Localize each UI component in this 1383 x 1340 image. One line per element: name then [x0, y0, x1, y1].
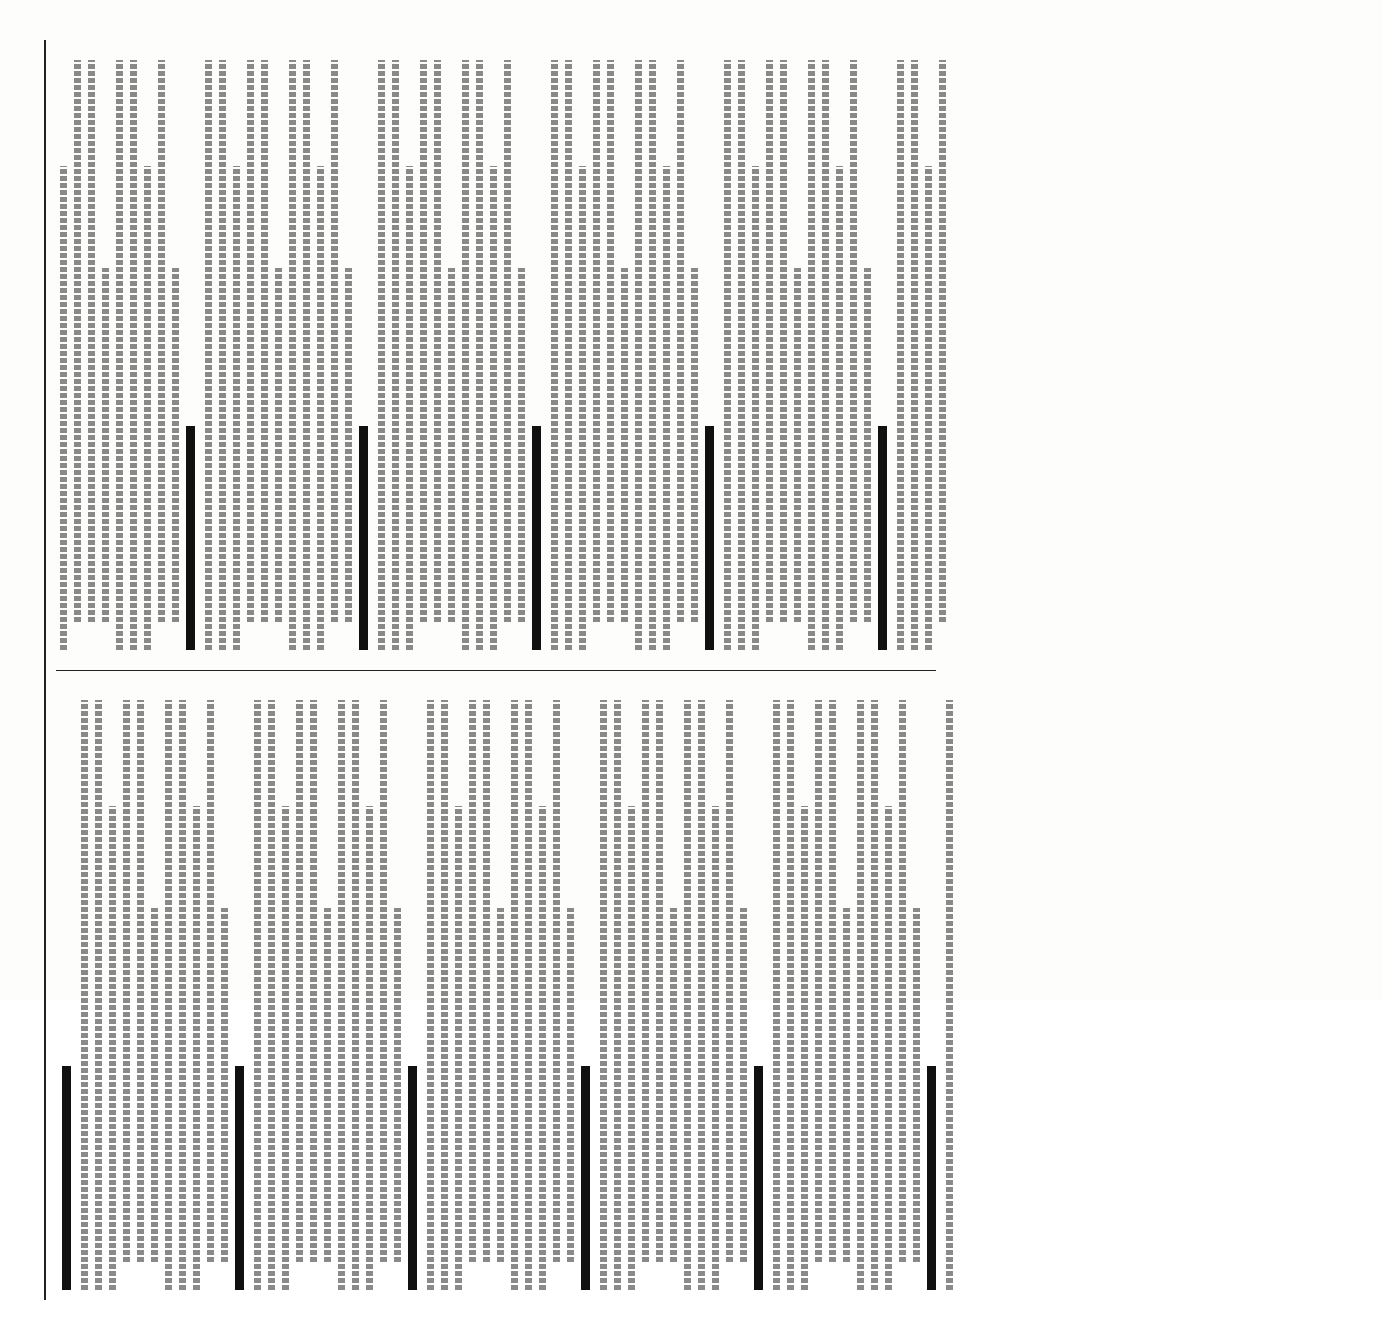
- text-line-placeholder: [927, 1066, 936, 1290]
- text-line-placeholder: [359, 426, 368, 650]
- text-line-placeholder: [766, 60, 773, 622]
- text-line-placeholder: [490, 166, 497, 650]
- text-line-placeholder: [352, 700, 359, 1290]
- text-line-placeholder: [74, 60, 81, 622]
- text-line-placeholder: [420, 60, 427, 622]
- text-line-placeholder: [345, 268, 352, 622]
- text-line-placeholder: [137, 700, 144, 1262]
- text-line-placeholder: [130, 60, 137, 650]
- text-line-placeholder: [698, 700, 705, 1290]
- text-line-placeholder: [850, 60, 857, 622]
- text-line-placeholder: [726, 700, 733, 1262]
- text-line-placeholder: [628, 806, 635, 1290]
- text-line-placeholder: [88, 60, 95, 622]
- text-line-placeholder: [581, 1066, 590, 1290]
- text-line-placeholder: [254, 700, 261, 1290]
- text-line-placeholder: [205, 60, 212, 650]
- text-line-placeholder: [165, 700, 172, 1290]
- text-line-placeholder: [476, 60, 483, 650]
- text-line-placeholder: [911, 60, 918, 650]
- text-line-placeholder: [366, 806, 373, 1290]
- text-line-placeholder: [504, 60, 511, 622]
- text-line-placeholder: [607, 60, 614, 622]
- text-line-placeholder: [469, 700, 476, 1262]
- text-line-placeholder: [677, 60, 684, 622]
- text-line-placeholder: [102, 268, 109, 622]
- text-line-placeholder: [899, 700, 906, 1262]
- text-line-placeholder: [794, 268, 801, 622]
- text-line-placeholder: [836, 166, 843, 650]
- text-line-placeholder: [532, 426, 541, 650]
- text-line-placeholder: [712, 806, 719, 1290]
- text-line-placeholder: [109, 806, 116, 1290]
- text-line-placeholder: [427, 700, 434, 1290]
- text-line-placeholder: [787, 700, 794, 1290]
- text-line-placeholder: [670, 908, 677, 1262]
- text-line-placeholder: [773, 700, 780, 1290]
- text-line-placeholder: [663, 166, 670, 650]
- text-line-placeholder: [864, 268, 871, 622]
- text-line-placeholder: [392, 60, 399, 650]
- text-line-placeholder: [635, 60, 642, 650]
- text-line-placeholder: [338, 700, 345, 1290]
- text-line-placeholder: [282, 806, 289, 1290]
- text-line-placeholder: [221, 908, 228, 1262]
- text-line-placeholder: [60, 166, 67, 650]
- right-column: [60, 60, 940, 650]
- digitization-notice: [1361, 76, 1373, 936]
- text-line-placeholder: [621, 268, 628, 622]
- text-line-placeholder: [179, 700, 186, 1290]
- text-line-placeholder: [123, 700, 130, 1262]
- text-line-placeholder: [310, 700, 317, 1262]
- text-line-placeholder: [843, 908, 850, 1262]
- text-line-placeholder: [207, 700, 214, 1262]
- text-line-placeholder: [151, 908, 158, 1262]
- text-line-placeholder: [303, 60, 310, 650]
- text-line-placeholder: [738, 60, 745, 650]
- text-line-placeholder: [553, 700, 560, 1262]
- text-line-placeholder: [483, 700, 490, 1262]
- text-line-placeholder: [897, 60, 904, 650]
- column-divider: [56, 670, 936, 671]
- text-line-placeholder: [289, 60, 296, 650]
- text-line-placeholder: [752, 166, 759, 650]
- text-line-placeholder: [614, 700, 621, 1290]
- text-line-placeholder: [235, 1066, 244, 1290]
- text-line-placeholder: [740, 908, 747, 1262]
- text-line-placeholder: [656, 700, 663, 1262]
- text-line-placeholder: [822, 60, 829, 650]
- text-line-placeholder: [754, 1066, 763, 1290]
- text-line-placeholder: [448, 268, 455, 622]
- text-line-placeholder: [261, 60, 268, 622]
- running-head: [18, 40, 38, 1300]
- text-line-placeholder: [878, 426, 887, 650]
- text-line-placeholder: [539, 806, 546, 1290]
- text-line-placeholder: [406, 166, 413, 650]
- text-line-placeholder: [116, 60, 123, 650]
- text-line-placeholder: [62, 1066, 71, 1290]
- text-line-placeholder: [857, 700, 864, 1290]
- text-line-placeholder: [780, 60, 787, 622]
- text-line-placeholder: [525, 700, 532, 1290]
- text-line-placeholder: [871, 700, 878, 1290]
- text-line-placeholder: [913, 908, 920, 1262]
- text-line-placeholder: [296, 700, 303, 1262]
- text-line-placeholder: [324, 908, 331, 1262]
- text-line-placeholder: [95, 700, 102, 1290]
- text-line-placeholder: [567, 908, 574, 1262]
- text-line-placeholder: [885, 806, 892, 1290]
- text-line-placeholder: [247, 60, 254, 622]
- text-line-placeholder: [81, 700, 88, 1290]
- left-column: [60, 700, 940, 1290]
- text-line-placeholder: [455, 806, 462, 1290]
- text-line-placeholder: [378, 60, 385, 650]
- text-line-placeholder: [219, 60, 226, 650]
- text-line-placeholder: [808, 60, 815, 650]
- header-rule: [44, 40, 46, 1300]
- text-line-placeholder: [705, 426, 714, 650]
- text-line-placeholder: [511, 700, 518, 1290]
- digitization-notice-strip: [1367, 0, 1383, 1000]
- text-line-placeholder: [193, 806, 200, 1290]
- text-line-placeholder: [600, 700, 607, 1290]
- text-line-placeholder: [593, 60, 600, 622]
- text-line-placeholder: [331, 60, 338, 622]
- text-line-placeholder: [158, 60, 165, 622]
- text-line-placeholder: [441, 700, 448, 1290]
- text-line-placeholder: [497, 908, 504, 1262]
- text-line-placeholder: [518, 268, 525, 622]
- text-line-placeholder: [691, 268, 698, 622]
- text-line-placeholder: [684, 700, 691, 1290]
- text-line-placeholder: [925, 166, 932, 650]
- text-line-placeholder: [829, 700, 836, 1262]
- text-line-placeholder: [565, 60, 572, 650]
- text-line-placeholder: [317, 166, 324, 650]
- text-line-placeholder: [268, 700, 275, 1290]
- text-line-placeholder: [394, 908, 401, 1262]
- text-line-placeholder: [801, 806, 808, 1290]
- text-line-placeholder: [275, 268, 282, 622]
- text-line-placeholder: [186, 426, 195, 650]
- text-line-placeholder: [579, 166, 586, 650]
- text-line-placeholder: [724, 60, 731, 650]
- text-line-placeholder: [172, 268, 179, 622]
- text-line-placeholder: [939, 60, 946, 622]
- text-line-placeholder: [408, 1066, 417, 1290]
- text-line-placeholder: [434, 60, 441, 622]
- text-line-placeholder: [642, 700, 649, 1262]
- text-line-placeholder: [462, 60, 469, 650]
- text-line-placeholder: [144, 166, 151, 650]
- text-line-placeholder: [380, 700, 387, 1262]
- text-line-placeholder: [946, 700, 953, 1290]
- text-line-placeholder: [233, 166, 240, 650]
- text-line-placeholder: [815, 700, 822, 1262]
- text-line-placeholder: [551, 60, 558, 650]
- text-line-placeholder: [649, 60, 656, 650]
